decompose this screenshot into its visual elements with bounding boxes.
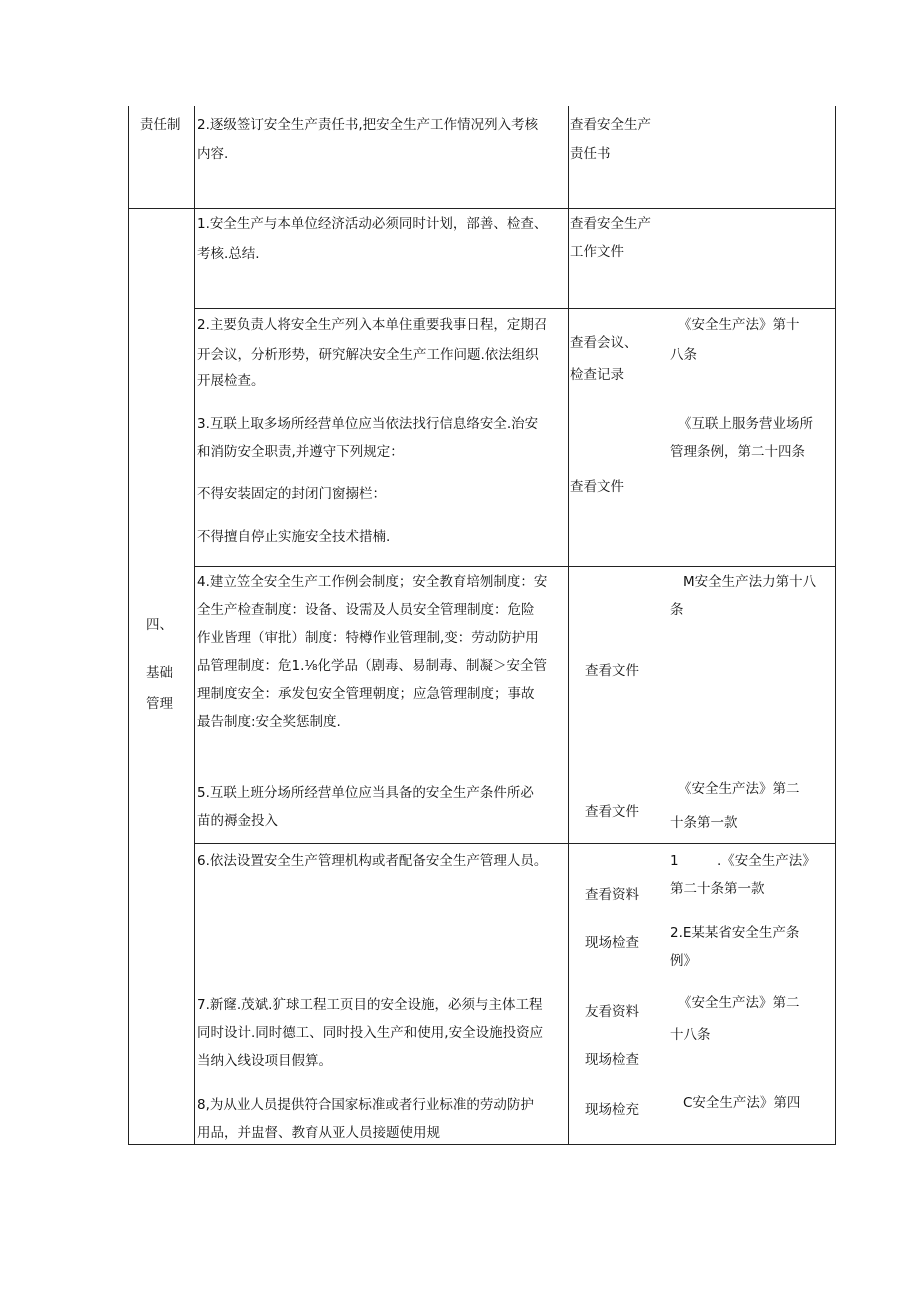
legal-basis: C安全生产法》第四 [683,1095,801,1111]
item-text-line: 开展检查。 [197,373,265,389]
item-text-line: 8,为从业人员提供符合国家标准或者行业标准的劳动防护 [197,1097,534,1113]
legal-basis: 管理条例，第二十四条 [670,444,805,460]
item-text-line: 全生产检查制度：设备、设需及人员安全管理制度：危险 [197,602,535,618]
table-border-right [835,106,836,1145]
legal-basis-number: 1 [670,853,679,869]
check-method: 现场检充 [585,1102,639,1118]
legal-basis: 例》 [670,953,697,969]
item-text-line: 4.建立笠全安全生产工作例会制度；安全教育培刎制度：安 [197,574,548,590]
category-name-line1: 基础 [146,665,173,681]
item-text-line: 内容. [197,146,229,162]
item-text-line: 品管理制度：危1.⅛化学品（剧毒、易制毒、制凝＞安全管 [197,658,547,674]
legal-basis: 《安全生产法》第十 [678,317,800,333]
legal-basis: 2.E某某省安全生产条 [670,925,800,941]
check-method: 友看资料 [585,1004,639,1020]
check-method: 查看会议、 [570,335,638,351]
legal-basis: 八条 [670,347,697,363]
check-method: 工作文件 [570,244,624,260]
check-method: 查看资料 [585,887,639,903]
table-col-divider-2 [568,106,569,1145]
item-text-line: 最告制度:安全奖惩制度. [197,714,341,730]
item-text-line: 6.依法设置安全生产管理机构或者配备安全生产管理人员。 [197,853,548,869]
item-text-line: 7.新窿.茂斌.犷球工程工页目的安全设施，必须与主体工程 [197,997,543,1013]
item-text-line: 2.主要负责人将安全生产列入本单住重要我事日程，定期召 [197,317,548,333]
check-method: 查看文件 [585,804,639,820]
check-method: 查看文件 [585,663,639,679]
item-text-line: 考核.总结. [197,246,260,262]
item-text-line: 不得安装固定的封闭门窗搦栏： [197,486,386,502]
item-text-line: 当纳入线设项目假算。 [197,1053,332,1069]
item-text-line: 2.逐级签订安全生产责任书,把安全生产工作情况列入考核 [197,117,539,133]
legal-basis: 十条第一款 [670,815,738,831]
legal-basis: 《互联上服务营业场所 [678,416,813,432]
check-method: 责任书 [570,146,611,162]
item-text-line: 作业皆理（审批）制度：特樽作业管理制,变：劳动防护用 [197,630,539,646]
table-border-left [128,106,129,1145]
item-text-line: 用品，并盅督、教育从亚人员接题使用规 [197,1125,440,1141]
legal-basis: 《安全生产法》第二 [678,781,800,797]
item-text-line: 同时设计.同时德工、同时投入生产和使用,安全设施投资应 [197,1025,544,1041]
check-method: 查看文件 [570,479,624,495]
item-text-line: 苗的褥金投入 [197,813,278,829]
item-text-line: 3.互联上取多场所经营单位应当依法找行信息络安全.治安 [197,416,539,432]
item-text-line: 开会议，分析形势，研究解决安全生产工作问题.依法组织 [197,347,539,363]
item-text-line: 和消防安全职责,并遵守下列规定： [197,444,404,460]
legal-basis: .《安全生产法》 [717,853,816,869]
row-divider [194,843,836,844]
item-text-line: 不得擅自停止实施安全技术措楠. [197,529,391,545]
category-name-line2: 管理 [146,696,173,712]
check-method: 检查记录 [570,367,624,383]
legal-basis: 条 [670,602,684,618]
legal-basis: 十八条 [670,1027,711,1043]
row-divider [194,308,836,309]
legal-basis: M安全生产法力第十八 [683,574,817,590]
check-method: 现场检查 [585,935,639,951]
item-text-line: 5.互联上班分场所经营单位应当具备的安全生产条件所必 [197,785,534,801]
legal-basis: 《安全生产法》第二 [678,995,800,1011]
legal-basis: 第二十条第一款 [670,881,765,897]
table-col-divider-1 [194,106,195,1145]
category-label-responsibility: 责任制 [140,117,181,133]
check-method: 现场检查 [585,1052,639,1068]
item-text-line: 理制度安全：承发包安全管理朝度；应急管理制度；事故 [197,686,535,702]
check-method: 查看安全生产 [570,117,651,133]
item-text-line: 1.安全生产与本单位经济活动必须同时计划，部善、检查、 [197,216,548,232]
check-method: 查看安全生产 [570,216,651,232]
category-number: 四、 [146,617,173,633]
